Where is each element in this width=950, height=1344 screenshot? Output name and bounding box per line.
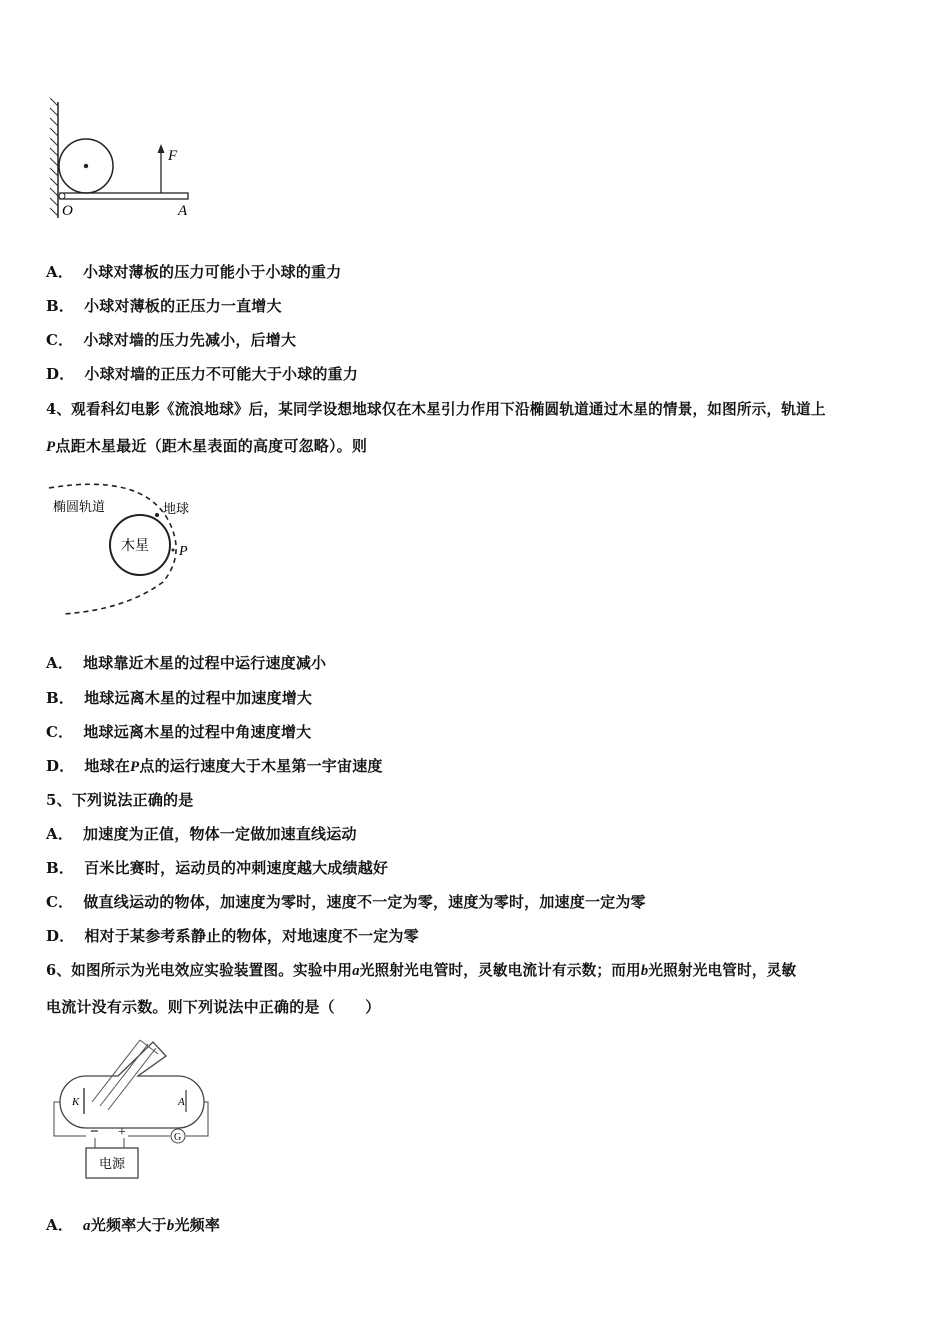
q3-option-b bbox=[46, 295, 282, 316]
q4-stem-rest: 点距木星最近（距木星表面的高度可忽略）。则 bbox=[55, 437, 368, 455]
q6-stem-line2: 电流计没有示数。则下列说法中正确的是（ ） bbox=[46, 998, 381, 1016]
label-f: F bbox=[168, 148, 178, 164]
q6-stem-line1 bbox=[46, 959, 796, 980]
option-text: 做直线运动的物体，加速度为零时，速度不一定为零，速度为零时，加速度一定为零 bbox=[83, 893, 646, 911]
ball-center bbox=[84, 164, 88, 168]
q4-option-d bbox=[46, 755, 383, 776]
option-text-post: 点的运行速度大于木星第一宇宙速度 bbox=[139, 757, 383, 775]
q5-option-d bbox=[46, 925, 419, 946]
q4-option-b bbox=[46, 687, 312, 708]
option-text: 加速度为正值，物体一定做加速直线运动 bbox=[83, 825, 357, 843]
phototube bbox=[60, 1042, 204, 1128]
option-letter: A． bbox=[46, 825, 74, 843]
figure-ball-plank bbox=[40, 100, 210, 225]
var-p: P bbox=[130, 759, 140, 775]
g-label: G bbox=[174, 1132, 182, 1143]
q3-option-d bbox=[46, 363, 358, 384]
q6-stem-a: 6、如图所示为光电效应实验装置图。实验中用 bbox=[46, 962, 353, 979]
q4-option-c bbox=[46, 721, 311, 742]
option-text: 小球对墙的压力先减小，后增大 bbox=[83, 331, 297, 349]
point-p bbox=[172, 549, 175, 552]
k-label: K bbox=[72, 1096, 80, 1108]
q6-stem-c: 光照射光电管时，灵敏 bbox=[648, 962, 797, 979]
option-text: 百米比赛时，运动员的冲刺速度越大成绩越好 bbox=[84, 859, 389, 877]
var-a: a bbox=[352, 963, 360, 979]
option-text: 小球对薄板的压力可能小于小球的重力 bbox=[83, 263, 342, 281]
q4-stem-line1: 4、观看科幻电影《流浪地球》后，某同学设想地球仅在木星引力作用下沿椭圆轨道通过木星的情景，如图所示，轨道上 bbox=[46, 401, 826, 418]
earth bbox=[155, 513, 159, 517]
q4-option-a bbox=[46, 652, 326, 673]
option-letter: B． bbox=[46, 689, 75, 707]
option-letter: D． bbox=[46, 927, 75, 945]
q5-option-b bbox=[46, 857, 388, 878]
option-text-post: 光频率 bbox=[174, 1216, 221, 1234]
a-label: A bbox=[178, 1096, 185, 1108]
var-b: b bbox=[166, 1218, 175, 1234]
option-letter: A． bbox=[46, 654, 74, 672]
plus-sign: + bbox=[118, 1125, 126, 1140]
option-text-pre: 地球在 bbox=[84, 757, 131, 775]
option-letter: D． bbox=[46, 365, 75, 383]
q5-option-c bbox=[46, 891, 646, 912]
q3-option-c bbox=[46, 329, 296, 350]
option-text: 地球远离木星的过程中加速度增大 bbox=[84, 689, 313, 707]
earth-label: 地球 bbox=[163, 501, 190, 516]
q6-stem-b: 光照射光电管时，灵敏电流计有示数；而用 bbox=[359, 962, 641, 979]
var-b: b bbox=[640, 963, 649, 979]
option-letter: B． bbox=[46, 297, 75, 315]
light-beam bbox=[92, 1040, 158, 1110]
power-label: 电源 bbox=[99, 1156, 126, 1171]
option-text: 地球远离木星的过程中角速度增大 bbox=[83, 723, 312, 741]
q5-stem: 5、下列说法正确的是 bbox=[46, 791, 194, 809]
plank bbox=[60, 193, 188, 199]
option-text: 小球对薄板的正压力一直增大 bbox=[84, 297, 282, 315]
var-a: a bbox=[83, 1218, 91, 1234]
option-letter: A． bbox=[46, 263, 74, 281]
figure-photoelectric bbox=[48, 1032, 218, 1182]
option-letter: C． bbox=[46, 893, 74, 911]
option-letter: D． bbox=[46, 757, 75, 775]
option-text: 地球靠近木星的过程中运行速度减小 bbox=[83, 654, 327, 672]
option-letter: A． bbox=[46, 1216, 74, 1234]
option-letter: C． bbox=[46, 723, 74, 741]
option-letter: B． bbox=[46, 859, 75, 877]
q4-stem-line2 bbox=[46, 435, 367, 456]
option-letter: C． bbox=[46, 331, 74, 349]
q3-option-a bbox=[46, 261, 341, 282]
option-text: 小球对墙的正压力不可能大于小球的重力 bbox=[84, 365, 359, 383]
jupiter-label: 木星 bbox=[121, 539, 149, 554]
option-text-mid: 光频率大于 bbox=[90, 1216, 167, 1234]
pivot bbox=[59, 193, 65, 199]
var-p: P bbox=[46, 439, 56, 455]
label-a: A bbox=[178, 203, 188, 219]
q6-option-a bbox=[46, 1214, 220, 1235]
figure-jupiter-orbit bbox=[45, 478, 205, 618]
wall-hatching bbox=[50, 98, 58, 216]
q5-option-a bbox=[46, 823, 357, 844]
p-label: P bbox=[179, 544, 188, 559]
label-o: O bbox=[62, 203, 73, 219]
orbit-label: 椭圆轨道 bbox=[53, 499, 106, 514]
option-text: 相对于某参考系静止的物体，对地速度不一定为零 bbox=[84, 927, 419, 945]
wire-left bbox=[54, 1102, 86, 1136]
force-arrowhead bbox=[158, 144, 165, 153]
minus-sign: − bbox=[90, 1124, 99, 1140]
